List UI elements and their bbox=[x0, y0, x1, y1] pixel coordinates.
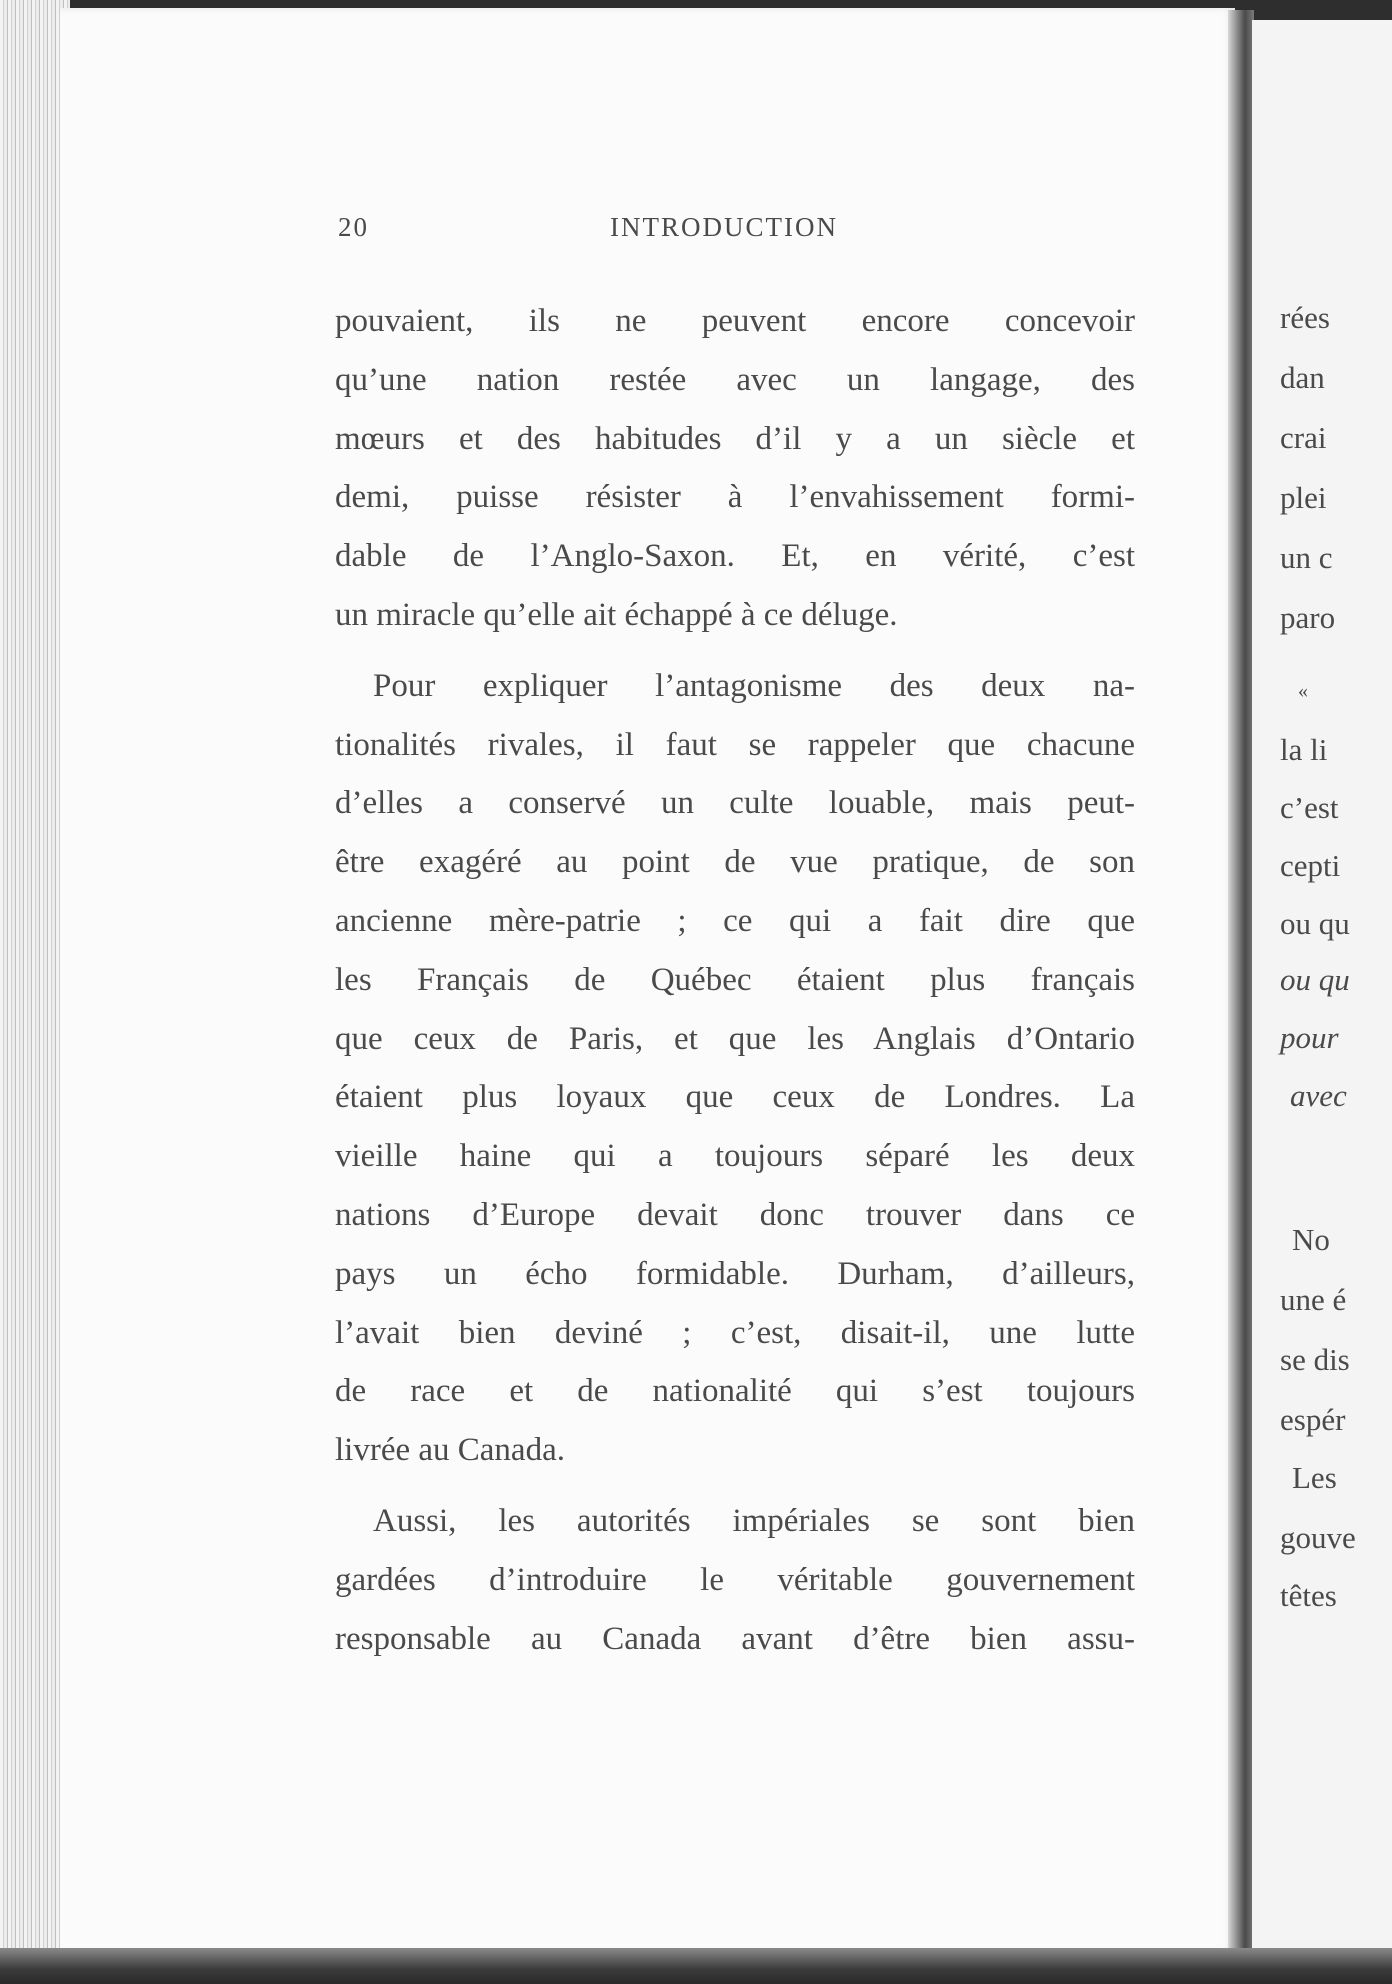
facing-page-line: Les bbox=[1292, 1460, 1337, 1495]
text-line: nations d’Europe devait donc trouver dans ce bbox=[335, 1196, 1135, 1233]
text-line: que ceux de Paris, et que les Anglais d’Ontario bbox=[335, 1020, 1135, 1057]
facing-page-line: ou qu bbox=[1280, 906, 1350, 941]
paragraph bbox=[335, 1492, 1135, 1668]
text-line: dable de l’Anglo-Saxon. Et, en vérité, c’est bbox=[335, 538, 1135, 575]
facing-page-line: une é bbox=[1280, 1282, 1347, 1317]
facing-page-line: se dis bbox=[1280, 1342, 1350, 1377]
text-line: d’elles a conservé un culte louable, mais peut- bbox=[335, 785, 1135, 822]
facing-page-line: dan bbox=[1280, 360, 1325, 395]
text-line: pouvaient, ils ne peuvent encore concevoir bbox=[335, 303, 1135, 339]
text-line: vieille haine qui a toujours séparé les deux bbox=[335, 1138, 1135, 1175]
facing-page-line: gouve bbox=[1280, 1520, 1356, 1555]
facing-page-line: un c bbox=[1280, 540, 1333, 575]
facing-page-line: c’est bbox=[1280, 790, 1339, 825]
text-line: responsable au Canada avant d’être bien assu- bbox=[335, 1620, 1135, 1657]
paragraph-gap bbox=[335, 645, 1135, 657]
page-number: 20 bbox=[338, 212, 369, 242]
facing-page-line: pour bbox=[1280, 1020, 1339, 1055]
text-line: étaient plus loyaux que ceux de Londres. La bbox=[335, 1079, 1135, 1116]
text-line: demi, puisse résister à l’envahissement formi- bbox=[335, 479, 1135, 516]
text-line: pays un écho formidable. Durham, d’ailleurs, bbox=[335, 1255, 1135, 1292]
text-line: être exagéré au point de vue pratique, de son bbox=[335, 844, 1135, 881]
facing-page-line: paro bbox=[1280, 600, 1336, 635]
text-line: un miracle qu’elle ait échappé à ce déluge. bbox=[335, 596, 898, 633]
text-line: qu’une nation restée avec un langage, des bbox=[335, 361, 1135, 398]
book-gutter bbox=[1228, 10, 1254, 1970]
paragraph-gap bbox=[335, 1480, 1135, 1492]
facing-page-line: « bbox=[1298, 680, 1308, 702]
facing-page-line: plei bbox=[1280, 480, 1327, 515]
facing-page-line: ou qu bbox=[1280, 962, 1350, 997]
text-line: gardées d’introduire le véritable gouvernement bbox=[335, 1561, 1135, 1598]
facing-page-line: crai bbox=[1280, 420, 1327, 455]
bottom-shadow bbox=[0, 1948, 1392, 1984]
page-header bbox=[338, 212, 1138, 252]
text-line: de race et de nationalité qui s’est toujours bbox=[335, 1373, 1135, 1410]
paragraph bbox=[335, 657, 1135, 1480]
text-line: les Français de Québec étaient plus français bbox=[335, 961, 1135, 998]
facing-page-line: espér bbox=[1280, 1402, 1346, 1437]
facing-page-line: avec bbox=[1290, 1078, 1347, 1113]
body-text bbox=[335, 292, 1135, 1668]
text-line: mœurs et des habitudes d’il y a un siècle et bbox=[335, 420, 1135, 457]
facing-page-line: la li bbox=[1280, 732, 1328, 767]
running-title: INTRODUCTION bbox=[610, 212, 838, 242]
text-line: ancienne mère-patrie ; ce qui a fait dire que bbox=[335, 902, 1135, 939]
text-line: l’avait bien deviné ; c’est, disait-il, une lutte bbox=[335, 1314, 1135, 1351]
text-line: tionalités rivales, il faut se rappeler que chacune bbox=[335, 726, 1135, 763]
text-line: livrée au Canada. bbox=[335, 1432, 565, 1469]
paragraph bbox=[335, 292, 1135, 645]
facing-page-line: rées bbox=[1280, 300, 1330, 335]
text-line: Pour expliquer l’antagonisme des deux na- bbox=[373, 667, 1135, 704]
text-line: Aussi, les autorités impériales se sont bien bbox=[373, 1502, 1135, 1539]
facing-page-line: têtes bbox=[1280, 1578, 1337, 1613]
facing-page-line: No bbox=[1292, 1222, 1330, 1257]
facing-page bbox=[1252, 20, 1392, 1970]
facing-page-line: cepti bbox=[1280, 848, 1341, 883]
